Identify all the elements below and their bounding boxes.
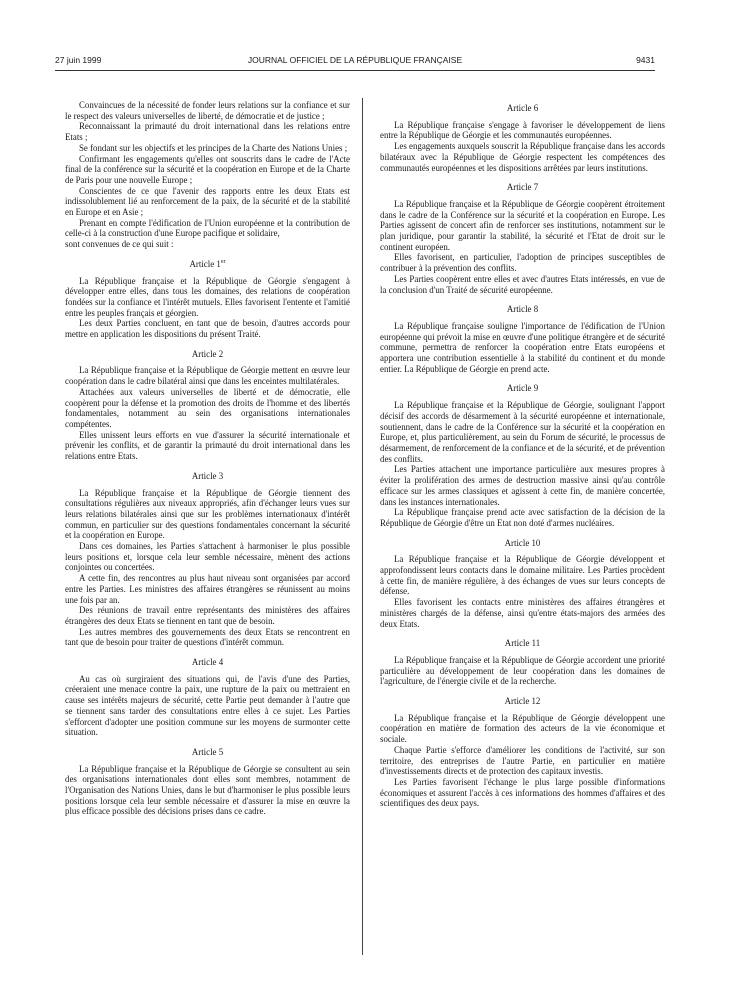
paragraph: La République française et la République de Géorgie accordent une priorité particulière au développement de leur coopération dans les domaines de l'agriculture, de l'énergie civile et de la recherche. <box>380 654 665 687</box>
article-heading: Article 6 <box>506 103 539 113</box>
article-heading: Article 9 <box>506 383 539 394</box>
paragraph: Les Parties coopèrent entre elles et avec d'autres Etats intéressés, en vue de la conclusion d'un Traité de sécurité européenne. <box>380 273 665 295</box>
page-number: 9431 <box>636 55 655 65</box>
paragraph: sont convenues de ce qui suit : <box>65 239 174 250</box>
article-heading: Article 3 <box>191 470 224 481</box>
paragraph: Les autres membres des gouvernements des deux Etats se rencontrent en tant que de besoin pour traiter de questions d'intérêt commun. <box>65 626 350 648</box>
paragraph: Au cas où surgiraient des situations qui, de l'avis d'une des Parties, créeraient une menace contre la paix, une rupture de la paix ou mettraient en cause ses intérêts majeurs de sécurité, cette Partie peut demander à l'autre que se tiennent sans tarder des consultations entre elles à ce sujet. Les Parties s'efforcent d'adopter une position commune sur les moyens de surmonter cette situation. <box>65 673 350 738</box>
issue-date: 27 juin 1999 <box>55 55 102 65</box>
paragraph: La République française et la République de Géorgie mettent en œuvre leur coopération dans le cadre bilatéral ainsi que dans les enceintes multilatérales. <box>65 365 350 387</box>
paragraph: Elles favorisent les contacts entre ministères des affaires étrangères et ministères chargés de la défense, ainsi qu'entre états-majors des armées des deux Etats. <box>380 597 665 629</box>
paragraph: La République française et la République de Géorgie développent une coopération en matière de formation des acteurs de la vie économique et sociale. <box>380 712 665 745</box>
header-rule <box>55 70 655 71</box>
ordinal-suffix: er <box>220 258 226 265</box>
left-column <box>65 100 350 817</box>
paragraph: Les Parties favorisent l'échange le plus large possible d'informations économiques et assurent l'accès à ces informations des hommes d'affaires et des scientifiques des deux pays. <box>380 776 665 809</box>
journal-title: JOURNAL OFFICIEL DE LA RÉPUBLIQUE FRANÇAISE <box>247 55 463 65</box>
paragraph: La République française et la République de Géorgie coopèrent étroitement dans le cadre de la Conférence sur la sécurité et la coopération en Europe. Les Parties agissent de concert afin de renforcer ses institutions, notamment sur le plan juridique, pour garantir la stabilité, la sécurité et l'Etat de droit sur le continent européen. <box>380 198 665 252</box>
article-heading: Article 10 <box>504 537 541 548</box>
article-heading: Article 5 <box>191 746 224 757</box>
paragraph: La République française s'engage à favoriser le développement de liens entre la République de Géorgie et les communautés européennes. <box>380 119 665 141</box>
right-column <box>380 100 665 809</box>
paragraph: La République française et la République de Géorgie se consultent au sein des organisations internationales dont elles sont membres, notamment de l'Organisation des Nations Unies, dans le but d'harmoniser le plus possible leurs positions lorsque cela leur semble nécessaire et d'assurer la mise en œuvre la plus efficace possible des décisions prises dans ce cadre. <box>65 763 350 817</box>
paragraph: Conscientes de ce que l'avenir des rapports entre les deux Etats est indissolublement lié au renforcement de la paix, de la sécurité et de la stabilité en Europe et en Asie ; <box>65 185 350 218</box>
paragraph: Elles unissent leurs efforts en vue d'assurer la sécurité internationale et prévenir les conflits, et de garantir la primauté du droit international dans les relations entre Etats. <box>65 429 350 462</box>
paragraph: La République française prend acte avec satisfaction de la décision de la République de Géorgie d'être un Etat non doté d'armes nucléaires. <box>380 507 665 528</box>
paragraph: A cette fin, des rencontres au plus haut niveau sont organisées par accord entre les Parties. Les ministres des affaires étrangères se réunissent au moins une fois par an. <box>65 573 350 605</box>
paragraph: Convaincues de la nécessité de fonder leurs relations sur la confiance et sur le respect des valeurs universelles de liberté, de démocratie et de justice ; <box>65 100 350 121</box>
paragraph: Des réunions de travail entre représentants des ministères des affaires étrangères des deux Etats se tiennent en tant que de besoin. <box>65 605 350 626</box>
column-divider <box>362 98 363 955</box>
paragraph: Reconnaissant la primauté du droit international dans les relations entre Etats ; <box>65 121 350 143</box>
article-heading: Article 12 <box>504 696 541 707</box>
article-heading: Article 1er <box>189 258 226 269</box>
article-heading: Article 7 <box>506 182 539 193</box>
page-header <box>55 55 655 69</box>
paragraph: Les deux Parties concluent, en tant que de besoin, d'autres accords pour mettre en application les dispositions du présent Traité. <box>65 318 350 340</box>
paragraph: Chaque Partie s'efforce d'améliorer les conditions de l'activité, sur son territoire, des entreprises de l'autre Partie, en particulier en matière d'investissements directs et de protection des capitaux investis. <box>380 744 665 777</box>
paragraph: La République française et la République de Géorgie s'engagent à développer entre elles, dans tous les domaines, des relations de coopération fondées sur la confiance et l'intérêt mutuels. Elles favorisent l'entente et l'amitié entre les peuples français et géorgien. <box>65 275 350 318</box>
article-heading: Article 4 <box>191 657 224 668</box>
paragraph: Les Parties attachent une importance particulière aux mesures propres à éviter la prolifération des armes de destruction massive ainsi qu'au contrôle efficace sur les armes classiques et agissent à cette fin, de manière concertée, dans les instances internationales. <box>380 464 665 507</box>
paragraph: La République française et la République de Géorgie développent et approfondissent leurs contacts dans le domaine militaire. Les Parties procèdent à cette fin, de manière régulière, à des échanges de vues sur leurs concepts de défense. <box>380 554 665 597</box>
paragraph: Les engagements auxquels souscrit la République française dans les accords bilatéraux avec la République de Géorgie respectent les compétences des communautés européennes et les dispositions arrêtées par leurs institutions. <box>380 141 665 173</box>
article-heading: Article 11 <box>504 638 541 649</box>
paragraph: La République française et la République de Géorgie tiennent des consultations régulières aux niveaux appropriés, afin d'échanger leurs vues sur leurs relations bilatérales ainsi que sur les problèmes internationaux d'intérêt commun, en particulier sur des questions fondamentales concernant la sécurité et la coopération en Europe. <box>65 487 350 541</box>
paragraph: Se fondant sur les objectifs et les principes de la Charte des Nations Unies ; <box>79 142 348 153</box>
article-heading: Article 8 <box>506 304 539 315</box>
paragraph: Confirmant les engagements qu'elles ont souscrits dans le cadre de l'Acte final de la conférence sur la sécurité et la coopération en Europe et de la Charte de Paris pour une nouvelle Europe ; <box>65 153 350 185</box>
paragraph: Prenant en compte l'édification de l'Union européenne et la contribution de celle-ci à la construction d'une Europe pacifique et solidaire, <box>65 217 350 239</box>
paragraph: Elles favorisent, en particulier, l'adoption de principes susceptibles de contribuer à la prévention des conflits. <box>380 252 665 274</box>
paragraph: La République française et la République de Géorgie, soulignant l'apport décisif des accords de désarmement à la sécurité européenne et internationale, soutiennent, dans le cadre de la Conférence sur la sécurité et la coopération en Europe, et, plus particulièrement, au sein du Forum de sécurité, le processus de désarmement, de renforcement de la confiance et de la sécurité, et de prévention des conflits. <box>380 400 665 464</box>
paragraph: Dans ces domaines, les Parties s'attachent à harmoniser le plus possible leurs positions et, lorsque cela leur semble nécessaire, mènent des actions conjointes ou concertées. <box>65 541 350 573</box>
paragraph: Attachées aux valeurs universelles de liberté et de démocratie, elle coopèrent pour la défense et la promotion des droits de l'homme et des libertés fondamentales, notamment au sein des organisations internationales compétentes. <box>65 386 350 429</box>
article-heading: Article 2 <box>191 348 224 359</box>
paragraph: La République française souligne l'importance de l'édification de l'Union européenne qui prévoit la mise en œuvre d'une politique étrangère et de sécurité commune, permettra de renforcer la coopération entre Etats européens et apportera une contribution essentielle à la stabilité du continent et du monde entier. La République de Géorgie en prend acte. <box>380 320 665 374</box>
